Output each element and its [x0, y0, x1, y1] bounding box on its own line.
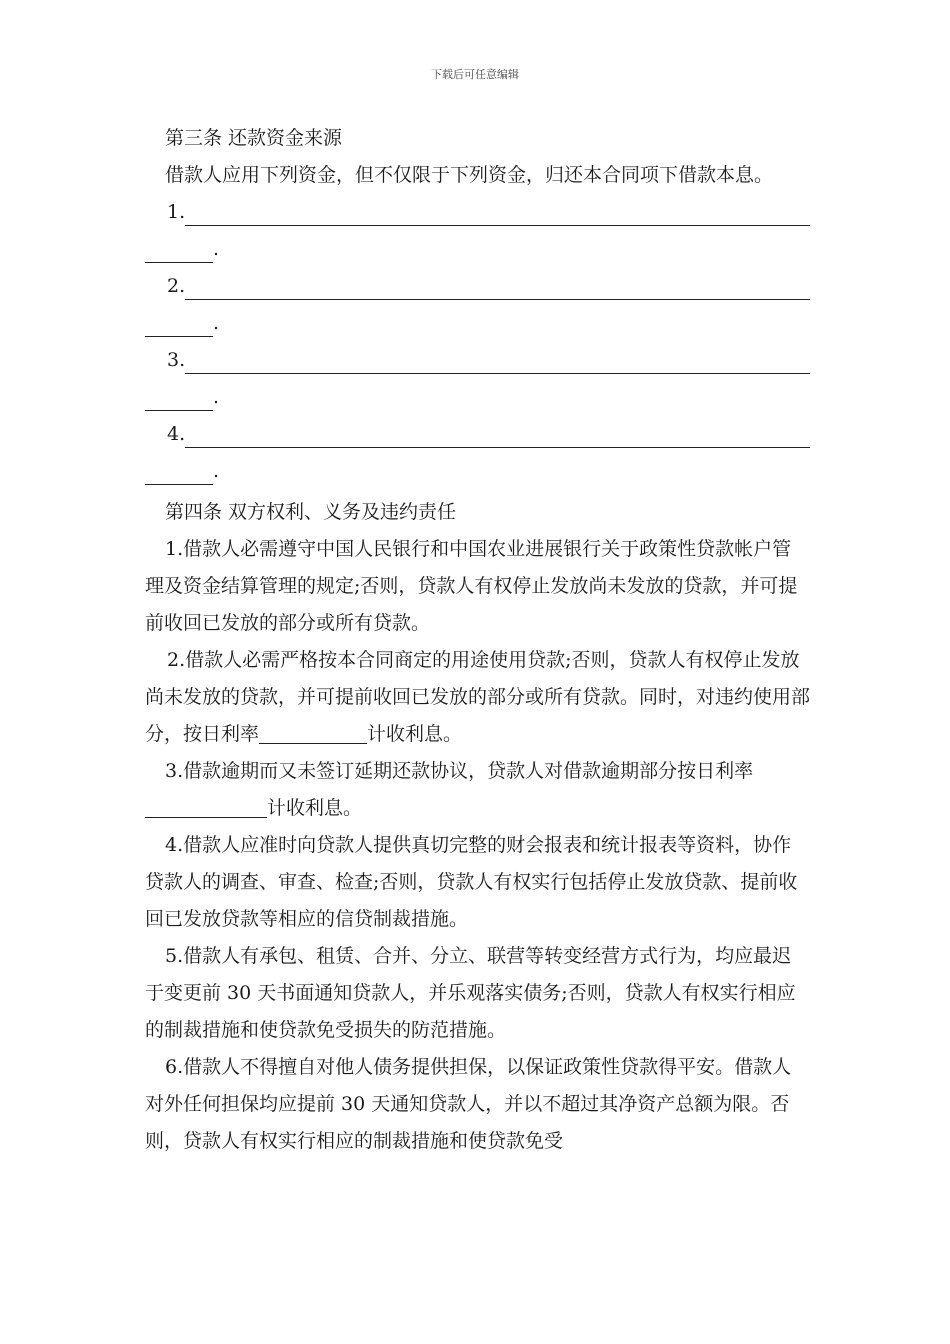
source-item-3: 3. . — [145, 342, 810, 416]
item-number: 2. — [167, 275, 186, 297]
fill-in-line[interactable] — [145, 460, 213, 485]
clause-1: 1.借款人必需遵守中国人民银行和中国农业进展银行关于政策性贷款帐户管理及资金结算管理的规定;否则，贷款人有权停止发放尚未发放的贷款，并可提前收回已发放的部分或所有贷款。 — [145, 538, 798, 634]
section3-intro: 借款人应用下列资金，但不仅限于下列资金，归还本合同项下借款本息。 — [165, 164, 774, 186]
clause-3: 3.借款逾期而又未签订延期还款协议，贷款人对借款逾期部分按日利率计收利息。 — [145, 753, 810, 827]
section4-title: 第四条 双方权利、义务及违约责任 — [165, 501, 457, 523]
source-item-4: 4. . — [145, 416, 810, 490]
source-item-2: 2. . — [145, 268, 810, 342]
clause-5: 5.借款人有承包、租赁、合并、分立、联营等转变经营方式行为，均应最迟于变更前 30 天书面通知贷款人，并乐观落实债务;否则，贷款人有权实行相应的制裁措施和使贷款免受损失的防范措施。 — [145, 945, 796, 1041]
clause-2: 2.借款人必需严格按本合同商定的用途使用贷款;否则，贷款人有权停止发放尚未发放的贷款，并可提前收回已发放的部分或所有贷款。同时，对违约使用部分，按日利率 计收利息。 — [145, 649, 811, 745]
fill-in-line[interactable] — [185, 201, 810, 226]
item-number: 4. — [167, 423, 186, 445]
page-header: 下载后可任意编辑 — [431, 68, 519, 81]
document-body — [145, 120, 810, 1160]
fill-in-line[interactable] — [185, 423, 810, 448]
daily-rate-blank[interactable] — [259, 721, 367, 744]
clause-4: 4.借款人应准时向贷款人提供真切完整的财会报表和统计报表等资料，协作贷款人的调查、审查、检查;否则，贷款人有权实行包括停止发放贷款、提前收回已发放贷款等相应的信贷制裁措施。 — [145, 834, 798, 930]
section3-title: 第三条 还款资金来源 — [165, 127, 343, 149]
clause-6: 6.借款人不得擅自对他人债务提供担保，以保证政策性贷款得平安。借款人对外任何担保均应提前 30 天通知贷款人，并以不超过其净资产总额为限。否则，贷款人有权实行相应的制裁措施和使贷款免受 — [145, 1056, 792, 1152]
fill-in-line[interactable] — [185, 275, 810, 300]
source-item-1: 1. . — [145, 194, 810, 268]
item-number: 3. — [167, 349, 186, 371]
fill-in-line[interactable] — [145, 238, 213, 263]
fill-in-line[interactable] — [185, 349, 810, 374]
fill-in-line[interactable] — [145, 386, 213, 411]
overdue-rate-blank[interactable] — [145, 795, 267, 818]
item-number: 1. — [167, 201, 186, 223]
fill-in-line[interactable] — [145, 312, 213, 337]
